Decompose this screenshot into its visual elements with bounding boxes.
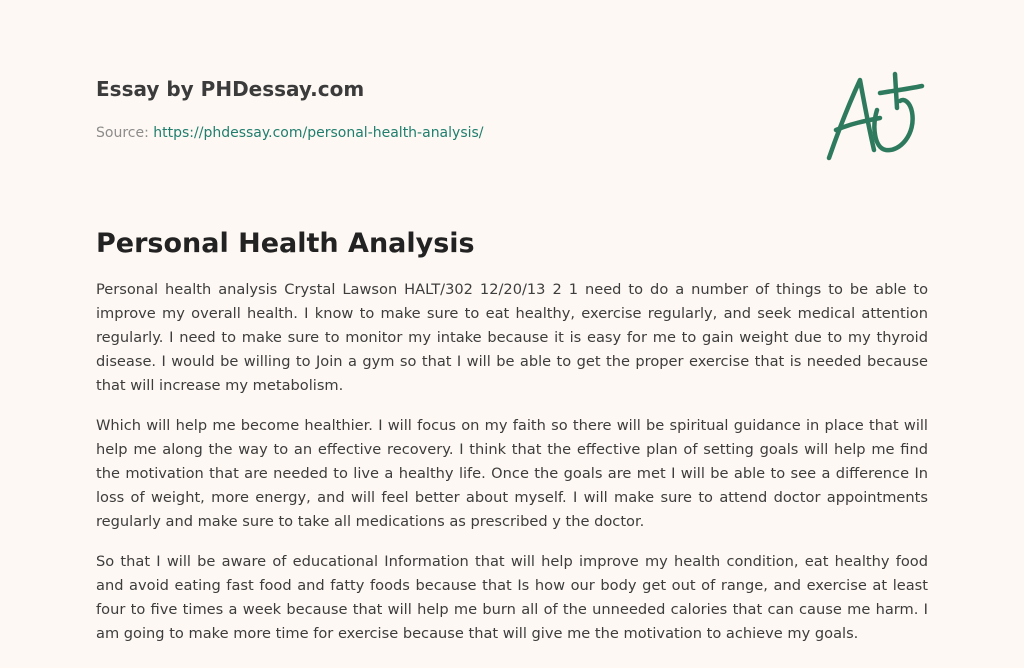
essay-paragraph: Which will help me become healthier. I will focus on my faith so there will be spiritual guidance in place that will help me along the way to an effective recovery. I think that the effective plan of setting goals will help me find the motivation that are needed to live a healthy life. Once the goals are met I will be able to see a difference In loss of weight, more energy, and will feel better about myself. I will make sure to attend doctor appointments regularly and make sure to take all medications as prescribed y the doctor. [96,417,928,530]
essay-content [96,224,928,662]
essay-title: Personal Health Analysis [96,228,475,259]
a-plus-grade-icon [820,66,930,166]
source-link[interactable]: https://phdessay.com/personal-health-analysis/ [153,125,484,141]
source-line [96,123,796,143]
source-label: Source: [96,125,149,141]
essay-paragraph: So that I will be aware of educational Information that will help improve my health condition, eat healthy food and avoid eating fast food and fatty foods because that Is how our body get out of range, and exercise at least four to five times a week because that will help me burn all of the unneeded calories that can cause me harm. I am going to make more time for exercise because that will give me the motivation to achieve my goals. [96,553,928,642]
site-title: Essay by PHDessay.com [96,77,365,101]
essay-paragraph: Personal health analysis Crystal Lawson HALT/302 12/20/13 2 1 need to do a number of things to be able to improve my overall health. I know to make sure to eat healthy, exercise regularly, and seek medical attention regularly. I need to make sure to monitor my intake because it is easy for me to gain weight due to my thyroid disease. I would be willing to Join a gym so that I will be able to get the proper exercise that is needed because that will increase my metabolism. [96,281,928,394]
page-header [96,74,796,143]
